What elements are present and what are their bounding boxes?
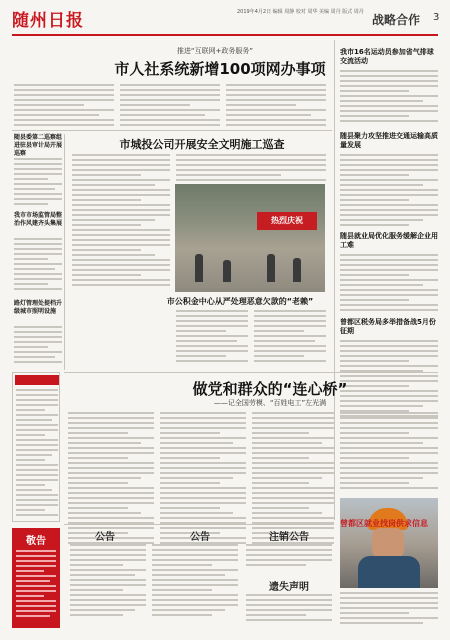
job-listings xyxy=(340,592,438,627)
uniform xyxy=(358,556,420,588)
left-story-1 xyxy=(14,158,62,208)
middle-headline-1: 市城投公司开展安全文明施工巡查 xyxy=(119,138,285,151)
feature-subhead: ——记全国劳模、“百姓电工”左光满 xyxy=(213,399,327,407)
main-kicker: 推进“互联网+政务服务” xyxy=(176,47,254,55)
right-story-3 xyxy=(340,254,438,314)
worker-photo xyxy=(340,498,438,588)
divider xyxy=(64,524,334,525)
divider xyxy=(12,130,332,131)
right-headline-2: 随县聚力攻坚推进交通运输高质量发展 xyxy=(340,132,438,149)
issue-meta: 2019年4月2日 编辑 周静 校对 周华 美编 周丹 版式 周丹 xyxy=(237,9,364,15)
left-headline-1: 随县委第二巡察组进驻县审计局开展巡察 xyxy=(14,134,63,157)
feature-col3 xyxy=(252,412,334,547)
person-figure xyxy=(223,260,231,282)
cancellation-title: 注销公告 xyxy=(269,532,309,543)
photo-banner: 热烈庆祝 xyxy=(257,212,317,230)
notice-text xyxy=(16,550,56,620)
notice-box xyxy=(12,528,60,628)
feature-headline: 做党和群众的“连心桥” xyxy=(192,380,348,398)
right-headline-4: 曾都区税务局多举措备战5月份征期 xyxy=(340,318,436,335)
right-headline-3: 随县就业局优化服务缓解企业用工难 xyxy=(340,232,438,249)
announcement-title-2: 公告 xyxy=(190,532,210,543)
masthead xyxy=(12,6,438,36)
right-headline-1: 我市16名运动员参加省气排球交流活动 xyxy=(340,48,434,65)
divider xyxy=(64,372,438,373)
column-rule xyxy=(64,134,65,370)
right-story-1 xyxy=(340,70,438,125)
column-rule xyxy=(334,40,335,520)
left-story-3 xyxy=(14,326,62,366)
main-story-col1 xyxy=(14,84,114,129)
right-story-2 xyxy=(340,154,438,229)
middle-story-col2 xyxy=(176,154,326,184)
main-story-col3 xyxy=(226,84,326,129)
main-story-col2 xyxy=(120,84,220,129)
notice-title: 敬告 xyxy=(26,536,46,547)
feature-col1 xyxy=(68,412,154,547)
face xyxy=(372,528,404,558)
person-figure xyxy=(293,258,301,282)
person-figure xyxy=(267,254,275,282)
lost-notice-text xyxy=(246,594,332,624)
newspaper-logo: 随州日报 xyxy=(12,11,84,31)
cancellation-text xyxy=(246,544,332,569)
announcement-1 xyxy=(70,544,146,619)
left-headline-2: 我市市场监管局整治作风建齐头集展 xyxy=(14,212,63,227)
lost-notice-title: 遗失声明 xyxy=(269,582,309,593)
middle-story-3 xyxy=(176,310,248,365)
left-headline-3: 路灯管理处提档升级城市照明设施 xyxy=(14,300,63,315)
sidebar-text xyxy=(16,389,58,519)
job-section-title: 曾都区就业找岗供求信息 xyxy=(340,519,428,528)
middle-headline-2: 市公积金中心从严处理恶意欠款的“老赖” xyxy=(166,297,314,306)
sidebar-tag xyxy=(15,375,59,385)
page-number: 3 xyxy=(433,12,440,23)
middle-story-4 xyxy=(254,310,326,365)
announcement-title-1: 公告 xyxy=(95,532,115,543)
announcement-2 xyxy=(152,544,238,619)
feature-col2 xyxy=(160,412,246,547)
sidebar-box xyxy=(12,372,60,522)
street-photo xyxy=(175,184,325,292)
section-title: 战略合作 xyxy=(372,13,421,27)
left-story-2 xyxy=(14,238,62,293)
main-headline: 市人社系统新增100项网办事项 xyxy=(114,60,326,78)
feature-col4 xyxy=(340,412,438,492)
person-figure xyxy=(195,254,203,282)
middle-story-col1 xyxy=(72,154,170,289)
